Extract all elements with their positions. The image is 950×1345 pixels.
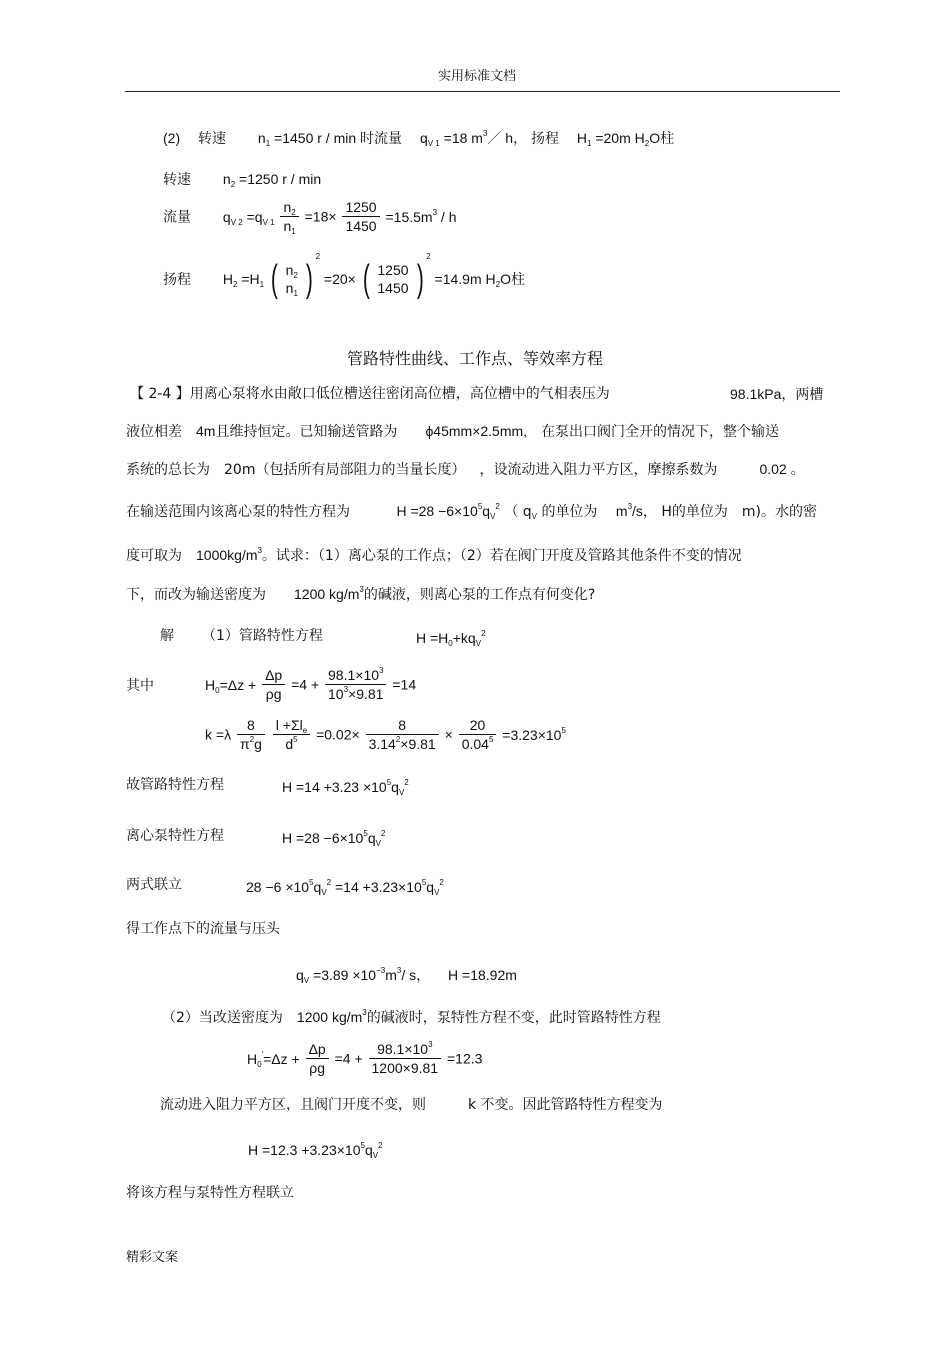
solution-combine-label: 两式联立 xyxy=(126,877,182,893)
solution-k-eq: k =λ $\frac{8}{\pi^2g}$ $\frac{l +\Sigma l_e}{d^5}$ =0.02× $\frac{8}{3.14^2\times 9.81}$ × $\frac{20}{0.04^5}$ $=3.23\times 10^5$ xyxy=(205,717,566,752)
problem-line-1-end: 98.1kPa，两槽 xyxy=(730,386,824,402)
problem-line-2: 液位相差 4m且维持恒定。已知输送管路为 ϕ45mm×2.5mm, 在泵出口阀门全开的情况下，整个输送 xyxy=(126,423,780,440)
solution-result-eq: $q_V =3.89 \times 10^{-3}m^3/$ s， H =18.92m xyxy=(296,966,517,985)
fraction: $n_2$ $n_1$ xyxy=(285,262,298,298)
fraction: $\frac{\Delta p}{\rho g}$ xyxy=(306,1042,329,1075)
fraction: $\frac{8}{3.14^2\times 9.81}$ xyxy=(366,718,439,751)
solution-label-qizhong: 其中 xyxy=(126,678,154,694)
solution-pump-eq-label: 离心泵特性方程 xyxy=(126,828,224,844)
problem-line-6: 下，而改为输送密度为 1200 $kg/m^3$的碱液，则离心泵的工作点有何变化? xyxy=(126,585,596,603)
solution-combine-eq: $28 -6 \times 10^5q_V^2 =14 +3.23\times 10^5q_V^2$ xyxy=(246,878,444,897)
part-a-line-1: (2) 转速 $n_1 =1450$ r / min 时流量 $q_{V 1} =18$ $m^3/$ h， 扬程 $H_1 =20m$ $H_2O$柱 xyxy=(163,129,675,148)
fraction: 1250 1450 xyxy=(377,262,409,296)
page-header: 实用标准文档 xyxy=(438,69,517,84)
solution-part2-line: （2）当改送密度为 1200 $kg/m^3$的碱液时，泵特性方程不变，此时管路特性方程 xyxy=(162,1008,661,1026)
part-a-line-4: 扬程 $H_2 =H_1$ ( $n_2$ $n_1$ )$^2$ =20× ( 1250 1450 )$^2$ =14.9m $H_2O$柱 xyxy=(163,252,525,300)
solution-h0-eq: $H_0=\Delta z$ + $\frac{\Delta p}{\rho g}$ =4 + $\frac{98.1\times 10^3}{10^3\times 9.81}$ =14 xyxy=(205,666,417,702)
solution-new-pipe-eq: $H =12.3 +3.23\times 10^5q_V^2$ xyxy=(248,1141,383,1160)
header-rule xyxy=(125,91,840,92)
fraction: $\frac{\Delta p}{\rho g}$ xyxy=(262,668,285,701)
problem-line-4: 在输送范围内该离心泵的特性方程为 $H =28 -6\times 10^5q_V^2$ （ $q_V$ 的单位为 $m^3/s$， H的单位为 m)。水的密 xyxy=(126,502,818,521)
section-title: 管路特性曲线、工作点、等效率方程 xyxy=(346,349,603,368)
fraction: $\frac{98.1\times 10^3}{10^3\times 9.81}$ xyxy=(325,668,386,701)
part-a-line-3: 流量 $q_{V 2} =q_{V 1}$ $\frac{n_2}{n_1}$ =18× $\frac{1250}{1450}$ $=15.5m^3 / h$ xyxy=(163,199,457,236)
page-footer: 精彩文案 xyxy=(126,1250,179,1265)
solution-pipe-eq-label: 故管路特性方程 xyxy=(126,777,224,793)
fraction: $\frac{8}{\pi^2g}$ xyxy=(237,718,265,751)
problem-line-1: 【 2-4 】用离心泵将水由敞口低位槽送往密闭高位槽，高位槽中的气相表压为 xyxy=(130,386,610,402)
fraction: $\frac{98.1\times 10^3}{1200\times 9.81}$ xyxy=(369,1042,442,1075)
solution-step-1-eq: $H =H_0+kq_V^2$ xyxy=(416,629,486,648)
part-a-line-2: 转速 $n_2 =1250$ r / min xyxy=(163,171,322,189)
fraction: $\frac{n_2}{n_1}$ xyxy=(280,200,298,233)
solution-pump-eq: $H =28 -6\times 10^5q_V^2$ xyxy=(282,829,386,848)
fraction: $\frac{20}{0.04^5}$ xyxy=(459,718,497,751)
solution-k-unchanged: 流动进入阻力平方区，且阀门开度不变，则 k 不变。因此管路特性方程变为 xyxy=(160,1097,663,1113)
problem-line-5: 度可取为 $1000kg/m^3$。试求：（1）离心泵的工作点；（2）若在阀门开度及管路其他条件不变的情况 xyxy=(126,546,742,564)
fraction: $\frac{l +\Sigma l_e}{d^5}$ xyxy=(273,718,310,751)
solution-final-text: 将该方程与泵特性方程联立 xyxy=(126,1185,294,1201)
solution-step-1: 解 （1）管路特性方程 xyxy=(160,628,323,644)
solution-result-text: 得工作点下的流量与压头 xyxy=(126,921,280,937)
problem-line-3: 系统的总长为 20m（包括所有局部阻力的当量长度） ，设流动进入阻力平方区，摩擦系数为 0.02 。 xyxy=(126,461,805,478)
fraction: $\frac{1250}{1450}$ xyxy=(342,200,379,233)
solution-h0-prime-eq: $H_0'=\Delta z$ + $\frac{\Delta p}{\rho g}$ =4 + $\frac{98.1\times 10^3}{1200\times 9.81}$ =12.3 xyxy=(247,1040,483,1076)
solution-pipe-eq: $H =14 +3.23 \times 10^5q_V^2$ xyxy=(282,778,409,797)
